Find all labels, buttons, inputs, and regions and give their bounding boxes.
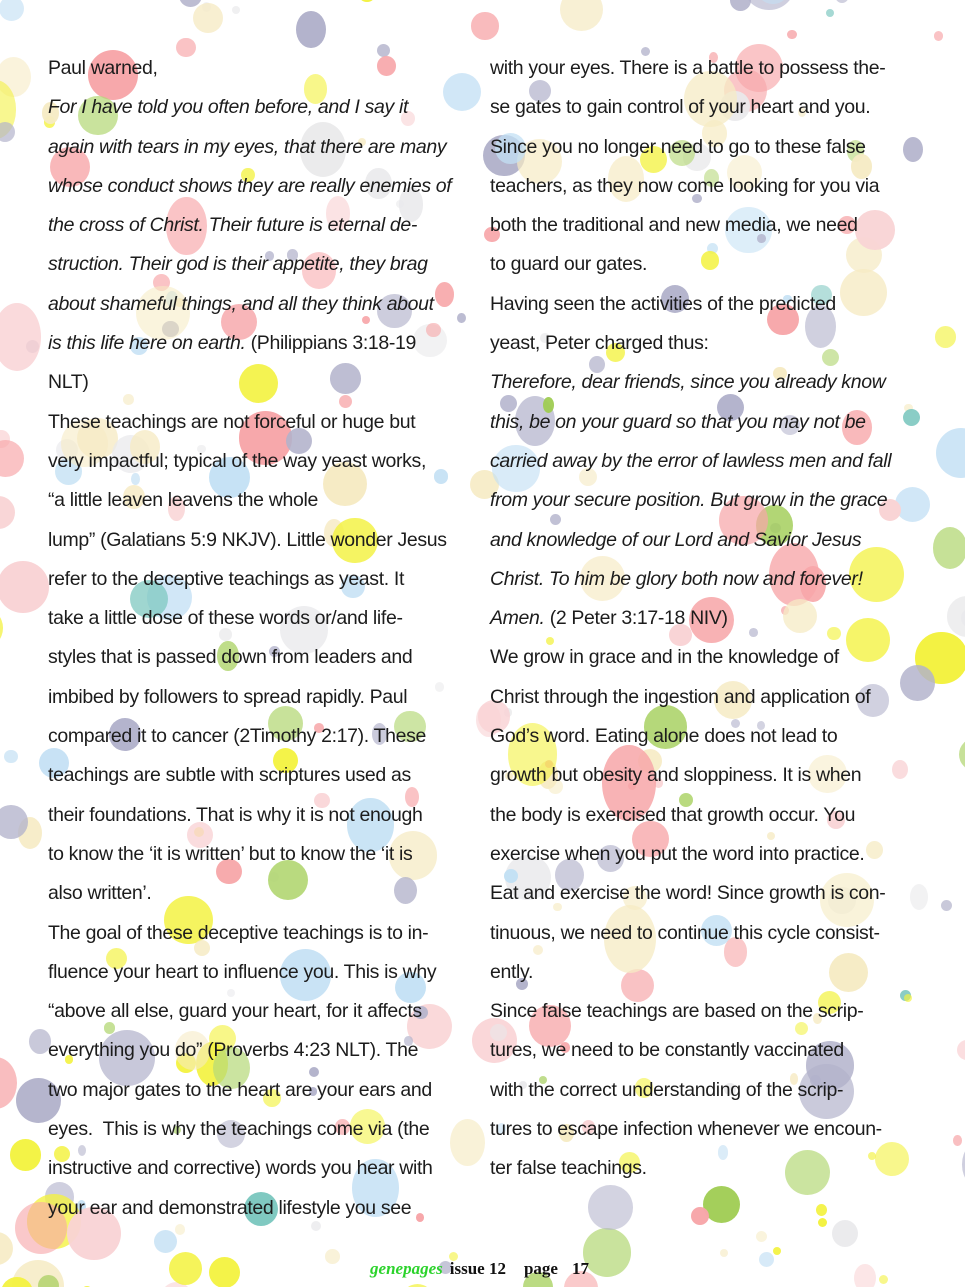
text-line: struction. Their god is their appetite, they brag xyxy=(48,253,428,276)
text-line: Since false teachings are based on the scrip- xyxy=(490,1000,864,1023)
column-left xyxy=(48,49,482,1228)
text-line: growth but obesity and sloppiness. It is when xyxy=(490,764,862,787)
text-line: tinuous, we need to continue this cycle consist- xyxy=(490,921,880,944)
text-line: two major gates to the heart are your ears and xyxy=(48,1078,432,1101)
page-label: page xyxy=(523,1259,558,1278)
text-line: both the traditional and new media, we need xyxy=(490,214,858,237)
brand-name: genepages xyxy=(370,1259,443,1278)
text-line: teachers, as they now come looking for you via xyxy=(490,174,880,197)
text-line: se gates to gain control of your heart and you. xyxy=(490,96,871,119)
text-line: this, be on your guard so that you may not be xyxy=(490,410,866,433)
text-line: from your secure position. But grow in the grace xyxy=(490,489,888,512)
text-line: yeast, Peter charged thus: xyxy=(490,332,709,355)
text-line: styles that is passed down from leaders and xyxy=(48,646,413,669)
text-line: your ear and demonstrated lifestyle you see xyxy=(48,1196,412,1219)
text-line: Having seen the activities of the predicted xyxy=(490,292,836,315)
text-line: the body is exercised that growth occur. You xyxy=(490,803,856,826)
text-line: ter false teachings. xyxy=(490,1157,647,1180)
text-line: ently. xyxy=(490,960,534,983)
text-line: instructive and corrective) words you hear with xyxy=(48,1157,433,1180)
issue-label: issue 12 xyxy=(449,1259,506,1278)
text-line: lump” (Galatians 5:9 NKJV). Little wonder Jesus xyxy=(48,528,447,551)
text-line: take a little dose of these words or/and life- xyxy=(48,607,403,630)
text-line: with the correct understanding of the scrip- xyxy=(490,1078,844,1101)
text-line: again with tears in my eyes, that there are many xyxy=(48,135,447,158)
text-line: refer to the deceptive teachings as yeast. It xyxy=(48,567,405,590)
text-line: tures to escape infection whenever we encoun- xyxy=(490,1118,882,1141)
text-line: “a little leaven leavens the whole xyxy=(48,489,318,512)
page-footer xyxy=(0,1259,965,1279)
text-line: their foundations. That is why it is not enough xyxy=(48,803,423,826)
text-line: Christ through the ingestion and application of xyxy=(490,685,871,708)
text-line: the cross of Christ. Their future is eternal de- xyxy=(48,214,418,237)
text-line: imbibed by followers to spread rapidly. Paul xyxy=(48,685,408,708)
text-line: teachings are subtle with scriptures used as xyxy=(48,764,411,787)
text-line: Since you no longer need to go to these false xyxy=(490,135,866,158)
text-line: The goal of these deceptive teachings is to in- xyxy=(48,921,429,944)
text-line: whose conduct shows they are really enemies of xyxy=(48,174,452,197)
text-line: Amen. (2 Peter 3:17-18 NIV) xyxy=(490,607,728,630)
text-line: Eat and exercise the word! Since growth is con- xyxy=(490,882,886,905)
text-line: NLT) xyxy=(48,371,89,394)
text-line: everything you do” (Proverbs 4:23 NLT). The xyxy=(48,1039,419,1062)
text-line: We grow in grace and in the knowledge of xyxy=(490,646,839,669)
text-line: fluence your heart to influence you. This is why xyxy=(48,960,437,983)
text-line: Christ. To him be glory both now and forever! xyxy=(490,567,863,590)
text-line: very impactful; typical of the way yeast works, xyxy=(48,449,427,472)
text-line: about shameful things, and all they think about xyxy=(48,292,434,315)
text-line: These teachings are not forceful or huge but xyxy=(48,410,416,433)
text-line: to know the ‘it is written’ but to know the ‘it is xyxy=(48,842,413,865)
text-line: For I have told you often before, and I say it xyxy=(48,96,409,119)
text-line: God’s word. Eating alone does not lead to xyxy=(490,725,838,748)
page-number: 17 xyxy=(571,1259,589,1278)
text-line: eyes. This is why the teachings come via (the xyxy=(48,1118,430,1141)
column-right xyxy=(490,49,920,1189)
text-line: and knowledge of our Lord and Savior Jesus xyxy=(490,528,862,551)
text-line: exercise when you put the word into practice. xyxy=(490,842,865,865)
text-line: compared it to cancer (2Timothy 2:17). These xyxy=(48,725,427,748)
text-line: tures, we need to be constantly vaccinated xyxy=(490,1039,844,1062)
text-line: “above all else, guard your heart, for it affects xyxy=(48,1000,422,1023)
text-line: with your eyes. There is a battle to possess the- xyxy=(490,57,886,79)
text-line: also written’. xyxy=(48,882,152,905)
text-line: Therefore, dear friends, since you already know xyxy=(490,371,886,394)
text-line: is this life here on earth. (Philippians 3:18-19 xyxy=(48,332,417,355)
text-line: Paul warned, xyxy=(48,57,158,79)
text-line: carried away by the error of lawless men and fall xyxy=(490,449,892,472)
text-line: to guard our gates. xyxy=(490,253,648,276)
